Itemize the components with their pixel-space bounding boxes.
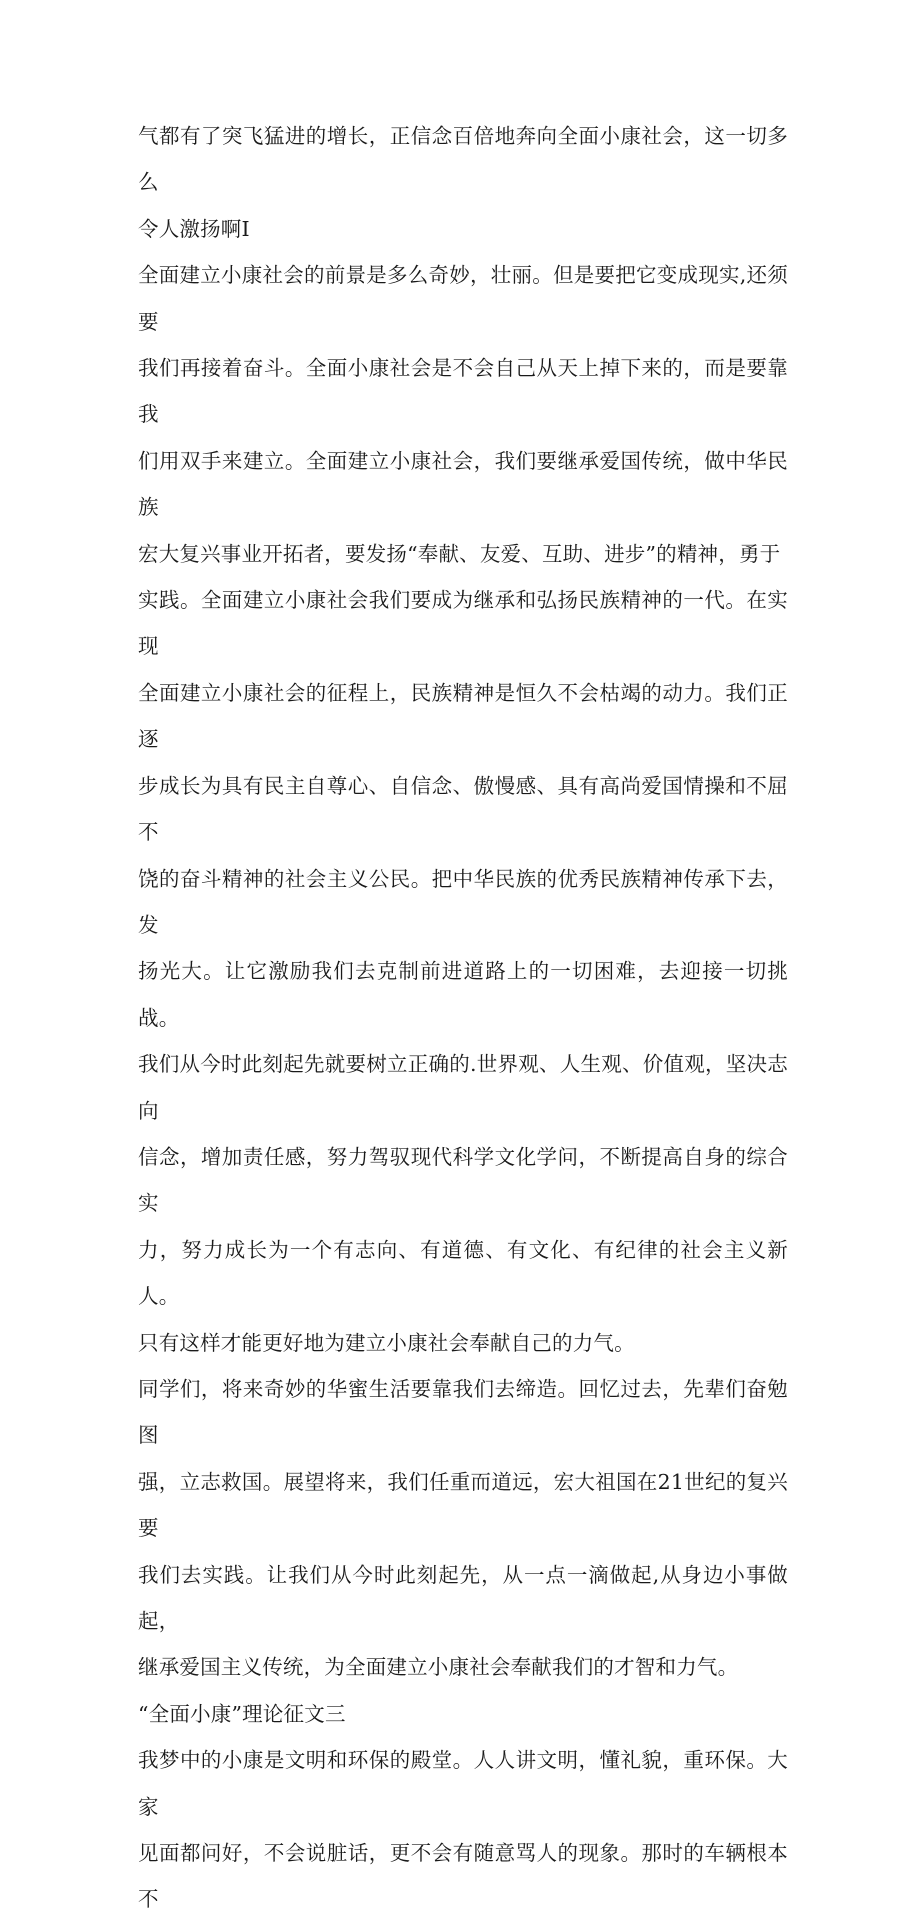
paragraph-3-line-1: 同学们，将来奇妙的华蜜生活要靠我们去缔造。回忆过去，先辈们奋勉图 xyxy=(138,1376,788,1448)
paragraph-2-line-5: 实践。全面建立小康社会我们要成为继承和弘扬民族精神的一代。在实现 xyxy=(138,588,788,659)
paragraph-1 xyxy=(138,113,788,252)
paragraph-3-line-2: 强，立志救国。展望将来，我们任重而道远，宏大祖国在21世纪的复兴要 xyxy=(138,1469,788,1541)
paragraph-3 xyxy=(138,1366,788,1691)
paragraph-2 xyxy=(138,252,788,1366)
paragraph-2-line-3: 们用双手来建立。全面建立小康社会，我们要继承爱国传统，做中华民族 xyxy=(138,448,788,520)
paragraph-2-line-9: 扬光大。让它激励我们去克制前进道路上的一切困难，去迎接一切挑战。 xyxy=(138,959,788,1030)
paragraph-2-line-2: 我们再接着奋斗。全面小康社会是不会自己从天上掉下来的，而是要靠我 xyxy=(138,356,788,427)
paragraph-2-line-7: 步成长为具有民主自尊心、自信念、傲慢感、具有高尚爱国情操和不屈不 xyxy=(138,773,788,845)
paragraph-2-line-11: 信念，增加责任感，努力驾驭现代科学文化学问，不断提高自身的综合实 xyxy=(138,1144,788,1216)
section-heading xyxy=(138,1691,788,1737)
paragraph-1-line-1: 气都有了突飞猛进的增长，正信念百倍地奔向全面小康社会，这一切多么 xyxy=(138,124,788,195)
paragraph-3-line-3: 我们去实践。让我们从今时此刻起先，从一点一滴做起,从身边小事做起， xyxy=(138,1562,788,1633)
paragraph-2-line-10: 我们从今时此刻起先就要树立正确的.世界观、人生观、价值观，坚决志向 xyxy=(138,1052,788,1123)
paragraph-2-line-8: 饶的奋斗精神的社会主义公民。把中华民族的优秀民族精神传承下去，发 xyxy=(138,866,788,937)
paragraph-3-line-4: 继承爱国主义传统，为全面建立小康社会奉献我们的才智和力气。 xyxy=(138,1655,739,1680)
section-heading-text: “全面小康”理论征文三 xyxy=(138,1701,346,1726)
paragraph-4-line-1: 我梦中的小康是文明和环保的殿堂。人人讲文明，懂礼貌，重环保。大家 xyxy=(138,1748,788,1819)
paragraph-4-line-2: 见面都问好，不会说脏话，更不会有随意骂人的现象。那时的车辆根本不 xyxy=(138,1841,788,1912)
paragraph-2-line-1: 全面建立小康社会的前景是多么奇妙，壮丽。但是要把它变成现实,还须要 xyxy=(138,263,788,334)
paragraph-2-line-6: 全面建立小康社会的征程上，民族精神是恒久不会枯竭的动力。我们正逐 xyxy=(138,680,788,752)
paragraph-2-line-12: 力，努力成长为一个有志向、有道德、有文化、有纪律的社会主义新人。 xyxy=(138,1237,788,1309)
paragraph-2-line-13: 只有这样才能更好地为建立小康社会奉献自己的力气。 xyxy=(138,1330,635,1355)
document-body xyxy=(138,113,788,1923)
paragraph-2-line-4: 宏大复兴事业开拓者，要发扬“奉献、友爱、互助、进步”的精神，勇于 xyxy=(138,541,781,566)
paragraph-1-line-2: 令人激扬啊I xyxy=(138,216,250,241)
paragraph-4 xyxy=(138,1737,788,1923)
